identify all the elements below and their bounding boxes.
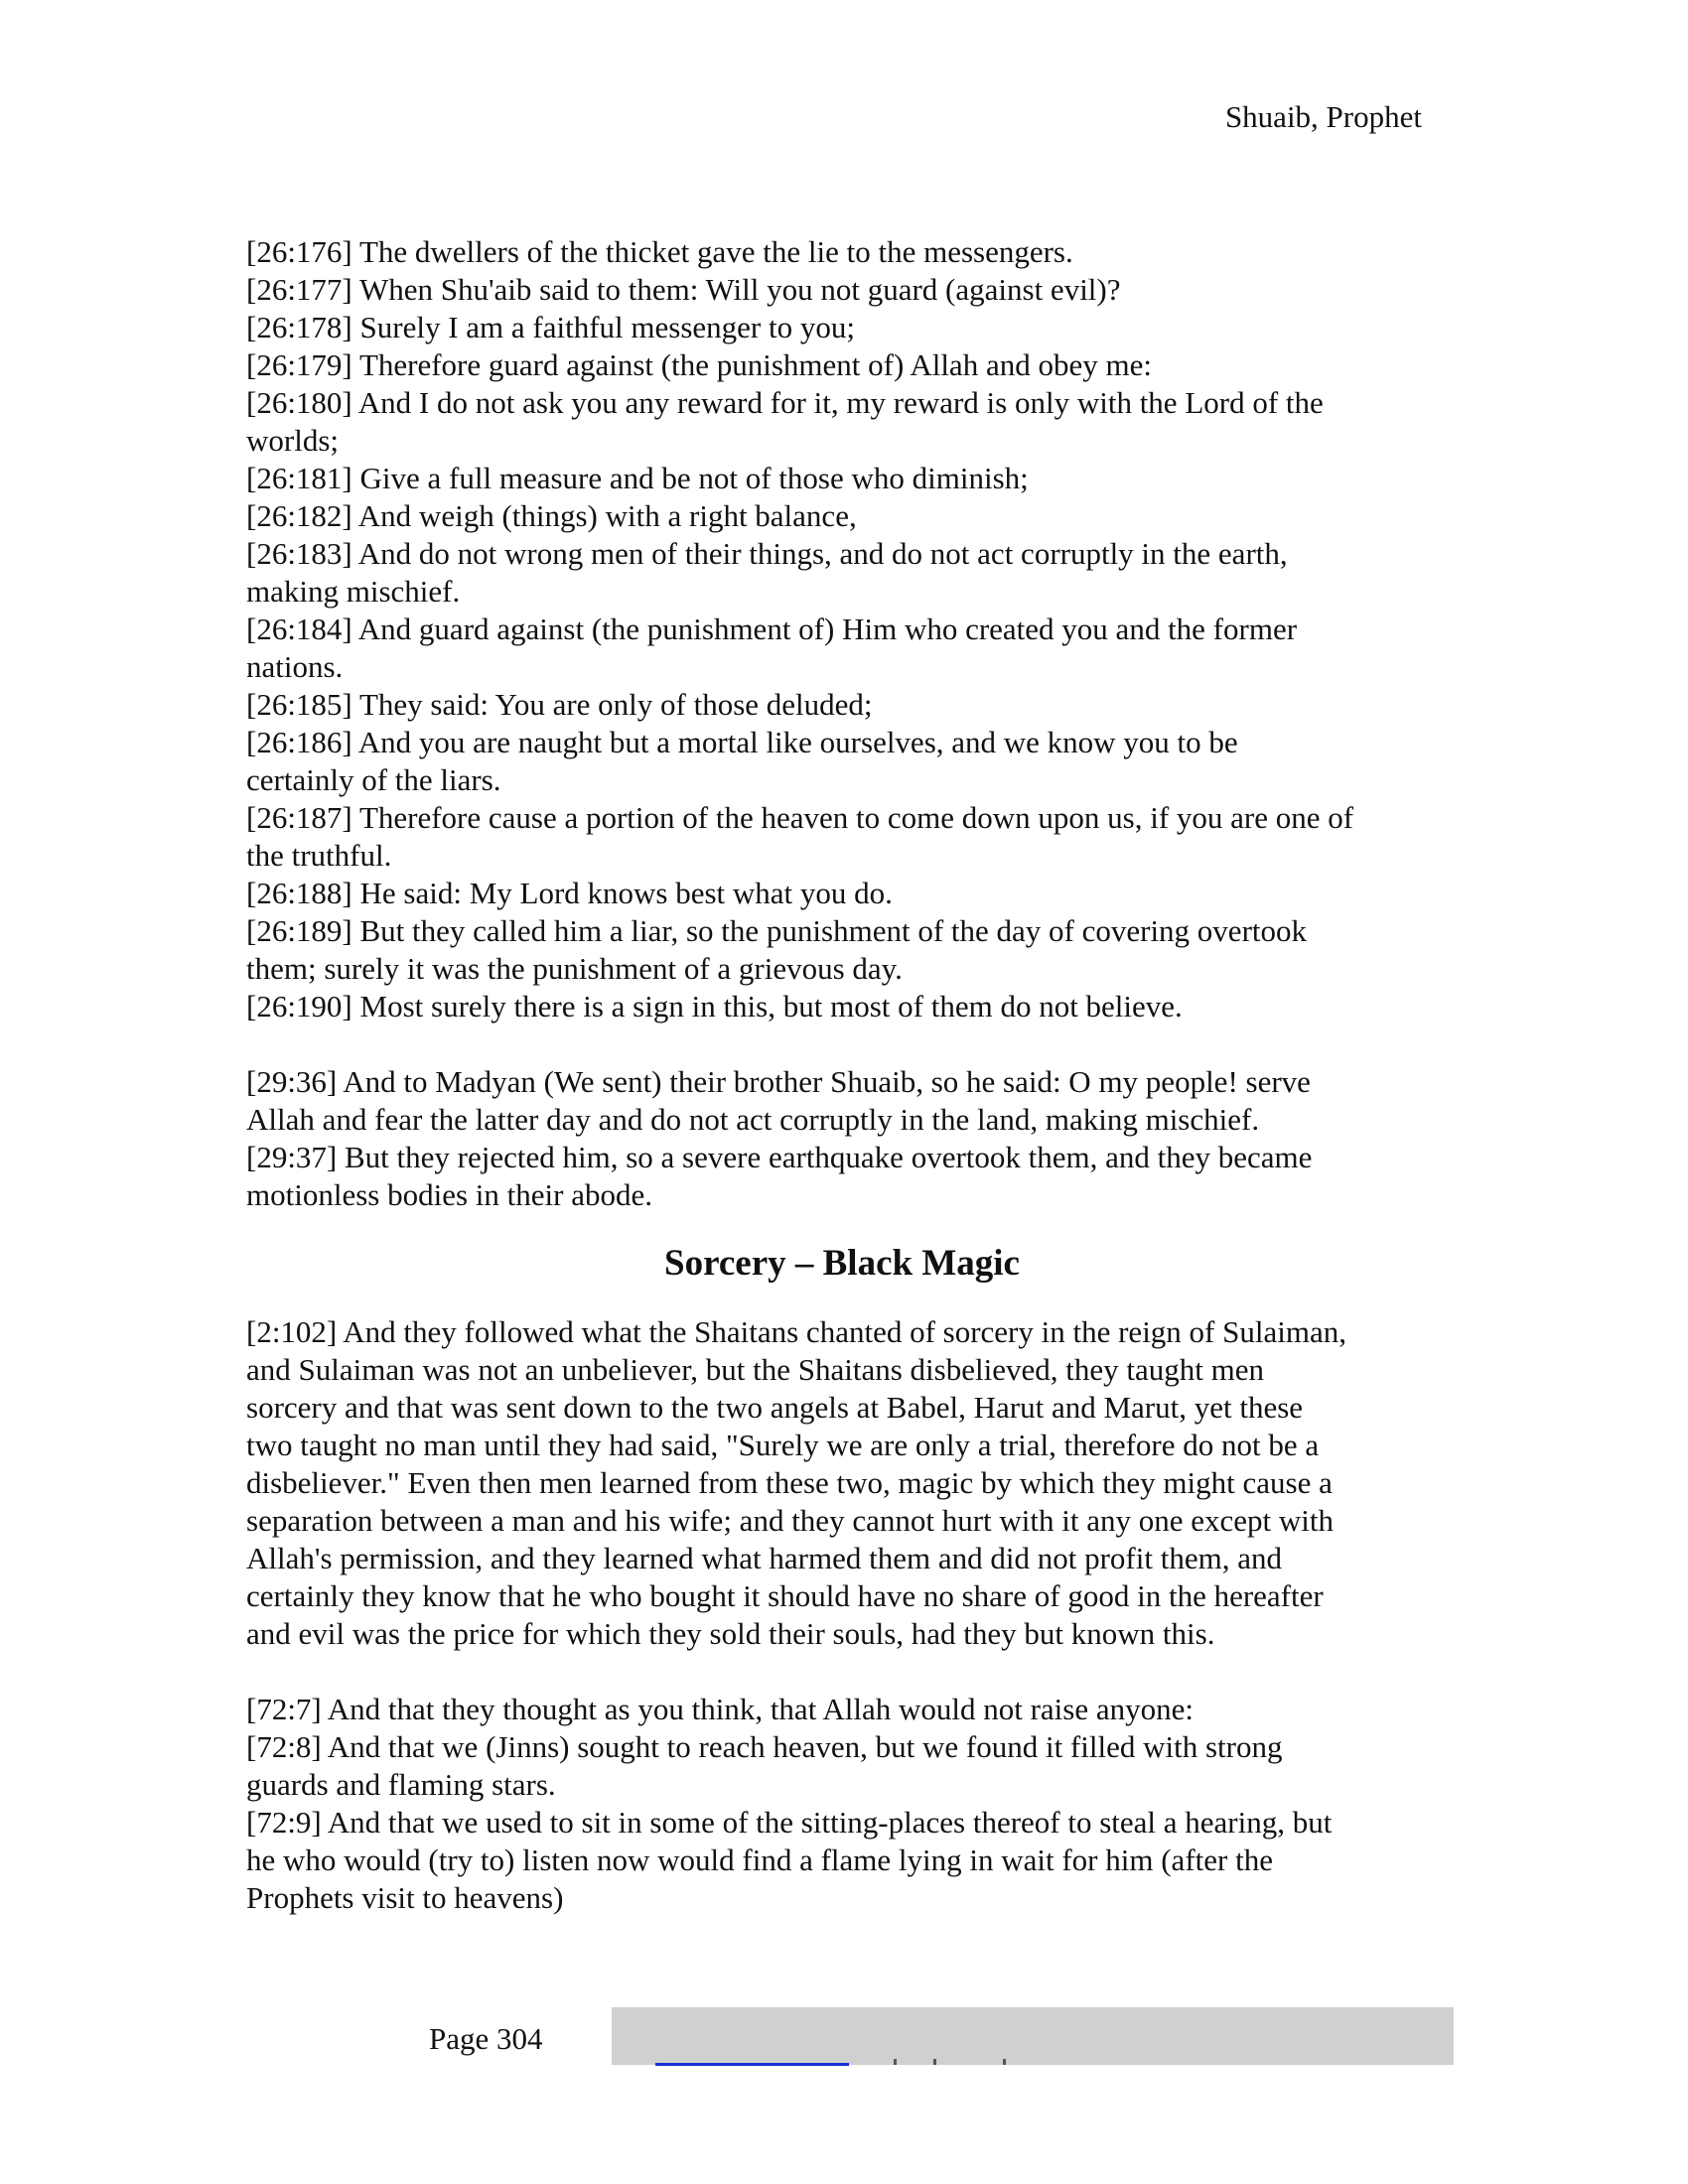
verse-line: [72:7] And that they thought as you think, that Allah would not raise anyone: <box>246 1692 1194 1726</box>
verse-line: guards and flaming stars. <box>246 1767 556 1802</box>
verses-26-176-190 <box>246 233 1438 1025</box>
verse-line: disbeliever." Even then men learned from these two, magic by which they might cause a <box>246 1465 1333 1500</box>
verse-line: making mischief. <box>246 574 461 609</box>
verses-29-36-37 <box>246 1063 1438 1214</box>
verse-line: the truthful. <box>246 838 392 873</box>
verse-line: he who would (try to) listen now would find a flame lying in wait for him (after the <box>246 1843 1273 1877</box>
verse-line: [26:184] And guard against (the punishment of) Him who created you and the former <box>246 612 1298 646</box>
verse-line: [26:181] Give a full measure and be not of those who diminish; <box>246 461 1029 495</box>
verse-line: [26:186] And you are naught but a mortal like ourselves, and we know you to be <box>246 725 1238 759</box>
verse-line: them; surely it was the punishment of a grievous day. <box>246 951 903 986</box>
verse-line: [26:179] Therefore guard against (the punishment of) Allah and obey me: <box>246 347 1152 382</box>
page-number: Page 304 <box>429 2021 543 2056</box>
verse-line: [26:180] And I do not ask you any reward for it, my reward is only with the Lord of the <box>246 385 1324 420</box>
footer-cropped-text-marks <box>864 2057 1023 2065</box>
verse-line: [29:37] But they rejected him, so a severe earthquake overtook them, and they became <box>246 1140 1313 1174</box>
paragraph-gap <box>246 1653 1438 1691</box>
verse-line: [26:182] And weigh (things) with a right balance, <box>246 498 857 533</box>
verse-line: two taught no man until they had said, "Surely we are only a trial, therefore do not be a <box>246 1428 1320 1462</box>
verse-line: [26:178] Surely I am a faithful messenger to you; <box>246 310 855 344</box>
verse-line: Allah and fear the latter day and do not act corruptly in the land, making mischief. <box>246 1102 1260 1137</box>
verse-line: [26:190] Most surely there is a sign in this, but most of them do not believe. <box>246 989 1183 1024</box>
verses-72-7-9 <box>246 1691 1438 1917</box>
verse-line: [26:188] He said: My Lord knows best what you do. <box>246 876 893 910</box>
verse-line: separation between a man and his wife; and they cannot hurt with it any one except with <box>246 1503 1334 1538</box>
verse-line: worlds; <box>246 423 339 458</box>
verse-line: [29:36] And to Madyan (We sent) their brother Shuaib, so he said: O my people! serve <box>246 1064 1311 1099</box>
verse-line: [26:185] They said: You are only of those deluded; <box>246 687 873 722</box>
verse-line: nations. <box>246 649 344 684</box>
verse-line: [26:189] But they called him a liar, so the punishment of the day of covering overtook <box>246 913 1308 948</box>
verse-line: [26:183] And do not wrong men of their things, and do not act corruptly in the earth, <box>246 536 1288 571</box>
verse-line: [26:176] The dwellers of the thicket gave the lie to the messengers. <box>246 234 1073 269</box>
verse-2-102 <box>246 1313 1438 1653</box>
verse-line: Allah's permission, and they learned what harmed them and did not profit them, and <box>246 1541 1282 1575</box>
verse-line: Prophets visit to heavens) <box>246 1880 564 1915</box>
running-header: Shuaib, Prophet <box>1224 99 1422 134</box>
verse-line: [72:9] And that we used to sit in some of the sitting-places thereof to steal a hearing, but <box>246 1805 1333 1840</box>
verse-line: certainly they know that he who bought it should have no share of good in the hereafter <box>246 1578 1324 1613</box>
section-heading: Sorcery – Black Magic <box>664 1243 1020 1284</box>
footer-link-underline[interactable] <box>655 2063 849 2066</box>
verse-line: sorcery and that was sent down to the two angels at Babel, Harut and Marut, yet these <box>246 1390 1304 1425</box>
verse-line: certainly of the liars. <box>246 762 501 797</box>
verse-line: [26:187] Therefore cause a portion of the heaven to come down upon us, if you are one of <box>246 800 1354 835</box>
verse-line: and Sulaiman was not an unbeliever, but the Shaitans disbelieved, they taught men <box>246 1352 1264 1387</box>
verse-line: and evil was the price for which they sold their souls, had they but known this. <box>246 1616 1215 1651</box>
page-body <box>246 233 1438 1917</box>
verse-line: [2:102] And they followed what the Shaitans chanted of sorcery in the reign of Sulaiman, <box>246 1314 1346 1349</box>
paragraph-gap <box>246 1025 1438 1063</box>
verse-line: [72:8] And that we (Jinns) sought to reach heaven, but we found it filled with strong <box>246 1729 1283 1764</box>
verse-line: motionless bodies in their abode. <box>246 1177 652 1212</box>
footer-banner <box>612 2007 1454 2065</box>
verse-line: [26:177] When Shu'aib said to them: Will you not guard (against evil)? <box>246 272 1121 307</box>
